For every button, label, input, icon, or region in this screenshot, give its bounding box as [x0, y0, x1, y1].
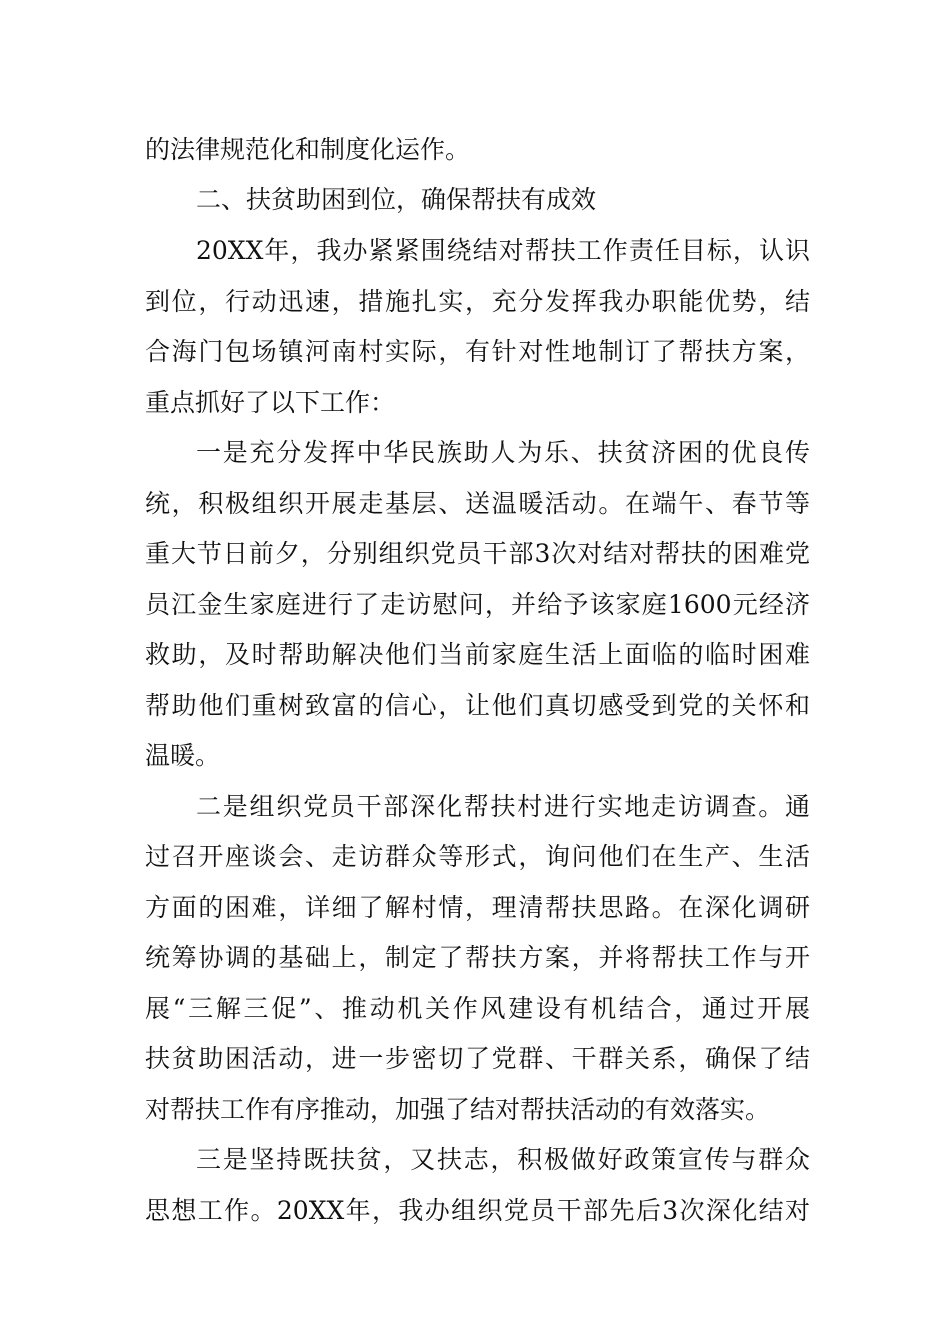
text-line: 一是充分发挥中华民族助人为乐、扶贫济困的优良传 — [196, 438, 810, 467]
section-heading: 二、扶贫助困到位，确保帮扶有成效 — [196, 185, 597, 214]
text-line: 帮助他们重树致富的信心，让他们真切感受到党的关怀和 — [145, 691, 810, 720]
text-line: 三是坚持既扶贫，又扶志，积极做好政策宣传与群众 — [196, 1145, 810, 1174]
text-line: 重大节日前夕，分别组织党员干部3次对结对帮扶的困难党 — [145, 539, 810, 568]
text-line: 员江金生家庭进行了走访慰问，并给予该家庭1600元经济 — [145, 590, 810, 619]
text-line: 展“三解三促”、推动机关作风建设有机结合，通过开展 — [145, 994, 810, 1023]
text-line: 方面的困难，详细了解村情，理清帮扶思路。在深化调研 — [145, 893, 810, 922]
text-line: 过召开座谈会、走访群众等形式，询问他们在生产、生活 — [145, 842, 810, 871]
text-line: 的法律规范化和制度化运作。 — [145, 135, 471, 164]
text-line: 20XX年，我办紧紧围绕结对帮扶工作责任目标，认识 — [196, 236, 810, 265]
text-line: 到位，行动迅速，措施扎实，充分发挥我办职能优势，结 — [145, 287, 810, 316]
text-line: 统筹协调的基础上，制定了帮扶方案，并将帮扶工作与开 — [145, 943, 810, 972]
text-line: 救助，及时帮助解决他们当前家庭生活上面临的临时困难 — [145, 640, 810, 669]
text-line: 扶贫助困活动，进一步密切了党群、干群关系，确保了结 — [145, 1044, 810, 1073]
text-line: 二是组织党员干部深化帮扶村进行实地走访调查。通 — [196, 792, 810, 821]
text-line: 温暖。 — [145, 741, 221, 770]
text-line: 统，积极组织开展走基层、送温暖活动。在端午、春节等 — [145, 489, 810, 518]
text-line: 思想工作。20XX年，我办组织党员干部先后3次深化结对 — [145, 1196, 810, 1225]
text-line: 合海门包场镇河南村实际，有针对性地制订了帮扶方案， — [145, 337, 810, 366]
text-line: 重点抓好了以下工作： — [145, 388, 396, 417]
text-line: 对帮扶工作有序推动，加强了结对帮扶活动的有效落实。 — [145, 1095, 771, 1124]
